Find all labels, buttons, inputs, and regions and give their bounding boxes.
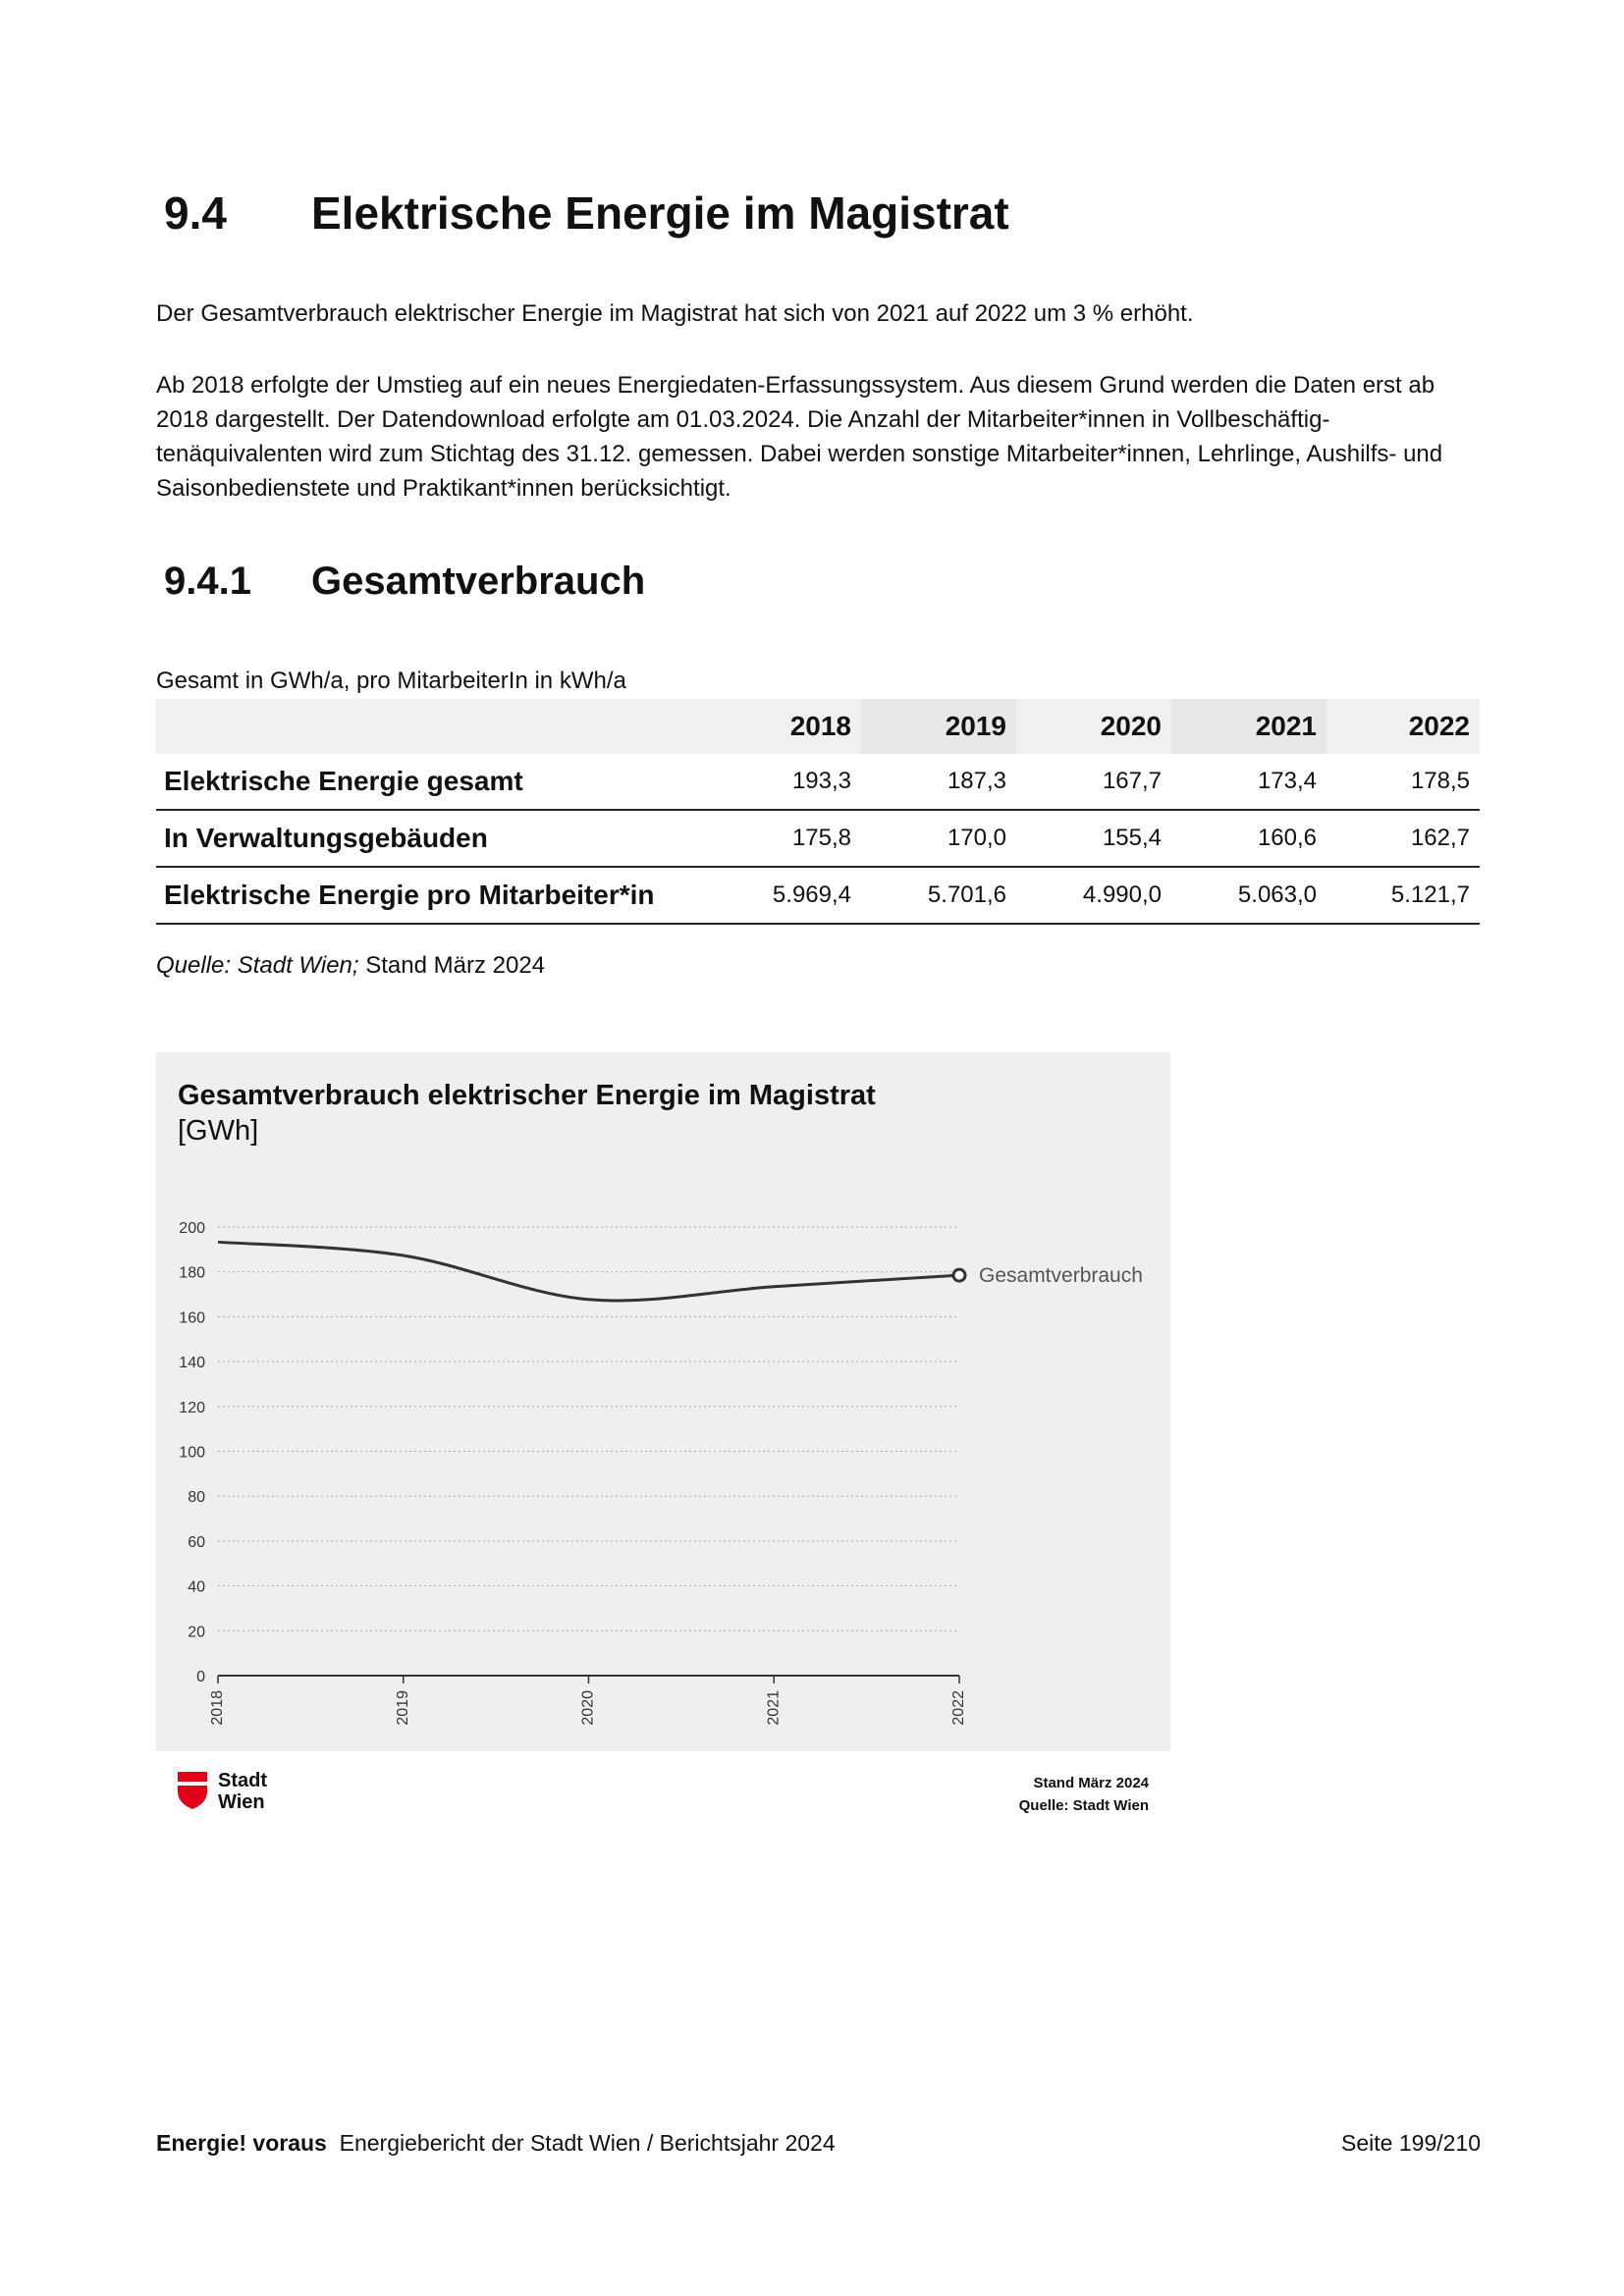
table-cell: 5.701,6 — [861, 867, 1016, 924]
x-tick-label: 2018 — [209, 1690, 227, 1726]
table-cell: 167,7 — [1016, 754, 1171, 810]
series-line-gesamtverbrauch — [218, 1242, 959, 1301]
row-label: In Verwaltungsgebäuden — [156, 810, 706, 867]
table-cell: 5.121,7 — [1326, 867, 1480, 924]
table-cell: 160,6 — [1171, 810, 1326, 867]
y-tick-label: 0 — [196, 1669, 205, 1685]
footer-brand: Energie! voraus — [156, 2130, 327, 2156]
page-footer — [156, 2130, 836, 2157]
page-heading — [164, 187, 1009, 240]
table-cell: 178,5 — [1326, 754, 1480, 810]
chart-footnote — [982, 1772, 1149, 1817]
stadt-wien-logo-icon — [178, 1772, 207, 1809]
logo-text — [218, 1770, 267, 1813]
table-header-year: 2022 — [1326, 699, 1480, 754]
table-cell: 5.969,4 — [706, 867, 861, 924]
chart-quelle: Quelle: Stadt Wien — [1018, 1797, 1149, 1814]
table-header-row — [156, 699, 1480, 754]
table-header-year: 2021 — [1171, 699, 1326, 754]
y-tick-label: 100 — [179, 1444, 205, 1462]
y-tick-label: 140 — [179, 1355, 205, 1372]
table-row — [156, 810, 1480, 867]
line-chart — [156, 1052, 1170, 1751]
subheading — [164, 560, 645, 604]
table-header-empty — [156, 699, 706, 754]
y-tick-label: 120 — [179, 1399, 205, 1416]
y-tick-label: 40 — [188, 1578, 205, 1596]
page-number: Seite 199/210 — [1341, 2130, 1481, 2156]
table-cell: 170,0 — [861, 810, 1016, 867]
table-cell: 162,7 — [1326, 810, 1480, 867]
y-tick-label: 160 — [179, 1309, 205, 1327]
table-row — [156, 867, 1480, 924]
x-tick-label: 2022 — [950, 1690, 968, 1726]
table-cell: 4.990,0 — [1016, 867, 1171, 924]
chart-unit: [GWh] — [178, 1115, 259, 1147]
intro-text: Der Gesamtverbrauch elektrischer Energie im Magistrat hat sich von 2021 auf 2022 um 3 % erhöht. — [156, 300, 1194, 327]
table-header-year: 2018 — [706, 699, 861, 754]
source-rest: Stand März 2024 — [358, 952, 546, 979]
x-tick-label: 2021 — [765, 1690, 783, 1726]
y-tick-label: 180 — [179, 1264, 205, 1282]
heading-title: Elektrische Energie im Magistrat — [311, 187, 1009, 239]
footer-text: Energiebericht der Stadt Wien / Berichtsjahr 2024 — [339, 2130, 836, 2156]
chart-stand: Stand März 2024 — [1033, 1775, 1149, 1791]
y-tick-label: 80 — [188, 1489, 205, 1507]
y-tick-label: 60 — [188, 1533, 205, 1551]
subheading-number: 9.4.1 — [164, 560, 251, 603]
table-cell: 5.063,0 — [1171, 867, 1326, 924]
x-tick-label: 2019 — [394, 1690, 411, 1726]
table-header-year: 2020 — [1016, 699, 1171, 754]
chart-title: Gesamtverbrauch elektrischer Energie im Magistrat — [178, 1080, 876, 1111]
data-table — [156, 699, 1480, 925]
table-caption: Gesamt in GWh/a, pro MitarbeiterIn in kWh/a — [156, 667, 626, 694]
row-label: Elektrische Energie pro Mitarbeiter*in — [156, 867, 706, 924]
table-cell: 193,3 — [706, 754, 861, 810]
subheading-title: Gesamtverbrauch — [311, 560, 646, 603]
y-tick-label: 20 — [188, 1624, 205, 1641]
logo-line1: Stadt — [218, 1770, 267, 1791]
table-source — [156, 952, 545, 980]
series-label: Gesamtverbrauch — [979, 1264, 1143, 1288]
heading-number: 9.4 — [164, 187, 227, 239]
body-paragraph: Ab 2018 erfolgte der Umstieg auf ein neues Energiedaten-Erfassungssystem. Aus diesem Grund werden die Daten erst ab 2018 dargestellt. Der Datendownload erfolgte am 01.03.2024. Die Anzahl der Mitarbeiter*innen in Vollbeschäftigtenäquivalenten wird zum Stichtag des 31.12. gemessen. Dabei werden sonstige Mitarbeiter*innen, Lehrlinge, Aushilfs- und Saisonbedienstete und Praktikant*innen berücksichtigt. — [156, 372, 1443, 502]
x-tick-label: 2020 — [579, 1690, 597, 1726]
table-cell: 187,3 — [861, 754, 1016, 810]
table-cell: 175,8 — [706, 810, 861, 867]
table-cell: 173,4 — [1171, 754, 1326, 810]
source-italic: Quelle: Stadt Wien; — [156, 952, 359, 979]
series-end-marker — [953, 1269, 965, 1281]
table-header-year: 2019 — [861, 699, 1016, 754]
row-label: Elektrische Energie gesamt — [156, 754, 706, 810]
y-tick-label: 200 — [179, 1220, 205, 1237]
table-cell: 155,4 — [1016, 810, 1171, 867]
table-row — [156, 754, 1480, 810]
logo-line2: Wien — [218, 1791, 265, 1813]
